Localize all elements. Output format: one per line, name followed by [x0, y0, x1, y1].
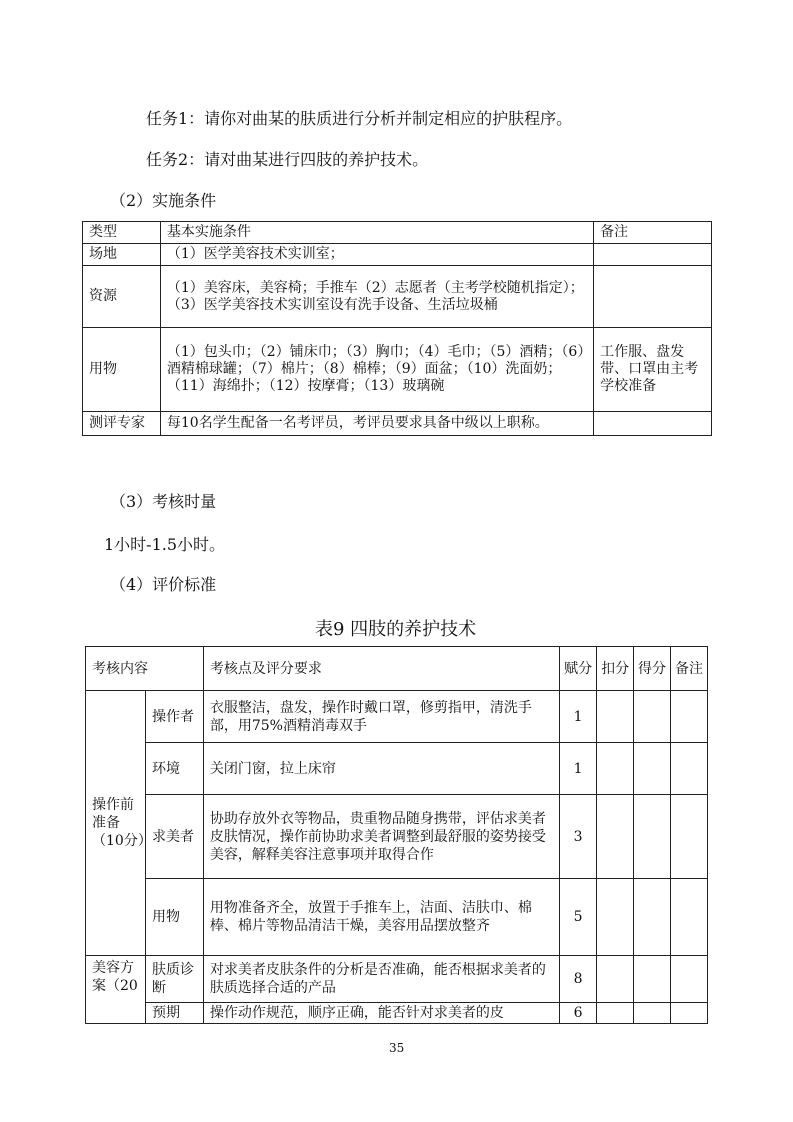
item-label: 用物	[145, 879, 203, 956]
deduct-cell	[597, 795, 634, 879]
header-content: 基本实施条件	[160, 222, 593, 244]
group-label-plan: 美容方案（20	[86, 956, 146, 1024]
note-cell	[670, 743, 707, 795]
table-row	[83, 328, 712, 412]
table-row	[86, 795, 708, 879]
score-value: 1	[560, 743, 597, 795]
deduct-cell	[597, 956, 634, 1003]
item-label: 环境	[145, 743, 203, 795]
got-cell	[634, 743, 671, 795]
requirement-text: 协助存放外衣等物品，贵重物品随身携带，评估求美者皮肤情况，操作前协助求美者调整到最舒服的姿势接受美容，解释美容注意事项并取得合作	[203, 795, 559, 879]
table-row	[86, 879, 708, 956]
header-requirements: 考核点及评分要求	[203, 647, 559, 691]
section-heading-duration: （3）考核时量	[110, 492, 217, 511]
section-heading-criteria: （4）评价标准	[110, 575, 217, 594]
section-heading-conditions: （2）实施条件	[110, 191, 217, 210]
deduct-cell	[597, 691, 634, 743]
requirement-text: 操作动作规范，顺序正确，能否针对求美者的皮	[203, 1003, 559, 1024]
header-deduct: 扣分	[597, 647, 634, 691]
deduct-cell	[597, 743, 634, 795]
item-label: 预期	[145, 1003, 203, 1024]
table-row	[83, 244, 712, 266]
requirement-text: 用物准备齐全，放置于手推车上，洁面、洁肤巾、棉棒、棉片等物品清洁干燥，美容用品摆放整齐	[203, 879, 559, 956]
cell-content: （1）医学美容技术实训室；	[160, 244, 593, 266]
item-label: 求美者	[145, 795, 203, 879]
conditions-table	[82, 221, 712, 436]
duration-text: 1小时-1.5小时。	[104, 535, 226, 554]
score-value: 6	[560, 1003, 597, 1024]
note-cell	[670, 956, 707, 1003]
deduct-cell	[597, 879, 634, 956]
cell-type: 资源	[83, 266, 161, 328]
header-got: 得分	[634, 647, 671, 691]
header-note: 备注	[670, 647, 707, 691]
item-label: 操作者	[145, 691, 203, 743]
score-value: 8	[560, 956, 597, 1003]
item-label: 肤质诊断	[145, 956, 203, 1003]
table-row	[83, 266, 712, 328]
cell-note	[594, 244, 712, 266]
note-cell	[670, 691, 707, 743]
page-number: 35	[389, 1041, 405, 1055]
table-caption: 表9 四肢的养护技术	[315, 619, 477, 640]
group-label-prep: 操作前准备（10分）	[86, 691, 146, 956]
got-cell	[634, 795, 671, 879]
got-cell	[634, 956, 671, 1003]
table-row	[86, 691, 708, 743]
table-row	[86, 956, 708, 1003]
got-cell	[634, 879, 671, 956]
cell-note	[594, 266, 712, 328]
task-1: 任务1：请你对曲某的肤质进行分析并制定相应的护肤程序。	[146, 109, 573, 128]
got-cell	[634, 691, 671, 743]
cell-content: （1）包头巾；（2）铺床巾；（3）胸巾；（4）毛巾；（5）酒精；（6）酒精棉球罐；（7）棉片；（8）棉棒；（9）面盆；（10）洗面奶；（11）海绵扑；（12）按摩膏；（13）玻璃碗	[160, 328, 593, 412]
requirement-text: 衣服整洁，盘发，操作时戴口罩，修剪指甲，清洗手部，用75%酒精消毒双手	[203, 691, 559, 743]
got-cell	[634, 1003, 671, 1024]
deduct-cell	[597, 1003, 634, 1024]
header-note: 备注	[594, 222, 712, 244]
cell-type: 测评专家	[83, 412, 161, 436]
table-row	[86, 743, 708, 795]
cell-type: 用物	[83, 328, 161, 412]
note-cell	[670, 795, 707, 879]
requirement-text: 关闭门窗，拉上床帘	[203, 743, 559, 795]
table-header-row	[83, 222, 712, 244]
header-type: 类型	[83, 222, 161, 244]
cell-note	[594, 412, 712, 436]
cell-content: （1）美容床，美容椅；手推车（2）志愿者（主考学校随机指定）；（3）医学美容技术实训室设有洗手设备、生活垃圾桶	[160, 266, 593, 328]
task-2: 任务2：请对曲某进行四肢的养护技术。	[146, 150, 429, 169]
cell-note: 工作服、盘发带、口罩由主考学校准备	[594, 328, 712, 412]
header-score: 赋分	[560, 647, 597, 691]
evaluation-table	[85, 646, 708, 1024]
cell-type: 场地	[83, 244, 161, 266]
table-header-row	[86, 647, 708, 691]
cell-content: 每10名学生配备一名考评员，考评员要求具备中级以上职称。	[160, 412, 593, 436]
note-cell	[670, 1003, 707, 1024]
header-content: 考核内容	[86, 647, 204, 691]
score-value: 1	[560, 691, 597, 743]
table-row	[83, 412, 712, 436]
score-value: 5	[560, 879, 597, 956]
score-value: 3	[560, 795, 597, 879]
table-row	[86, 1003, 708, 1024]
requirement-text: 对求美者皮肤条件的分析是否准确，能否根据求美者的肤质选择合适的产品	[203, 956, 559, 1003]
note-cell	[670, 879, 707, 956]
